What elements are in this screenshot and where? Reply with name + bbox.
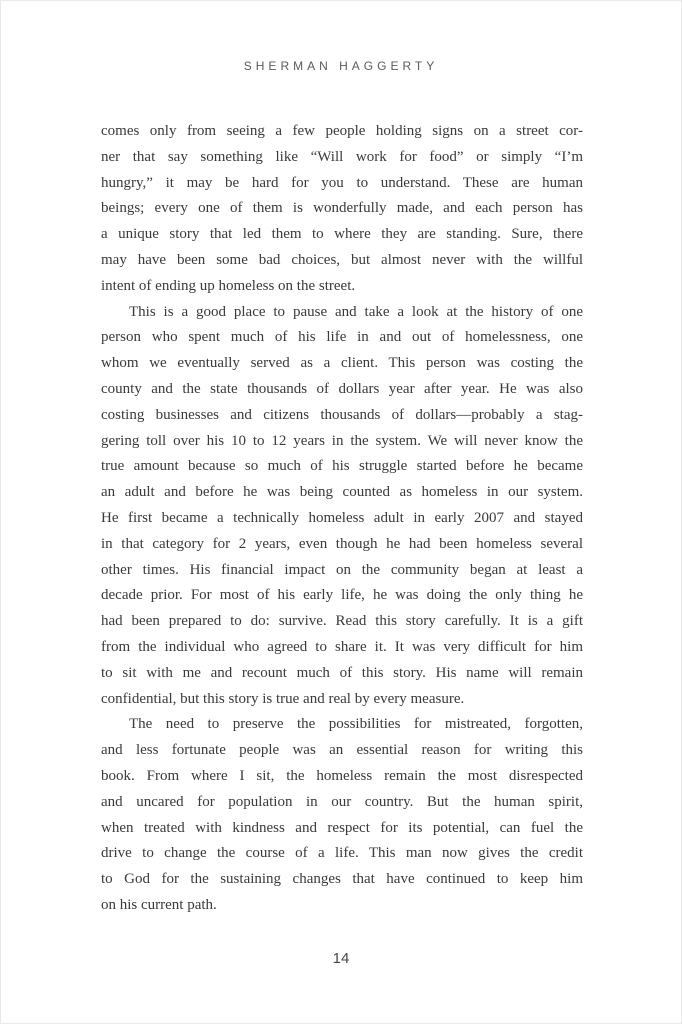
- page-body: [101, 119, 583, 919]
- text-line: beings; every one of them is wonderfully made, and each person has: [101, 200, 583, 217]
- text-line: true amount because so much of his struggle started before he became: [101, 458, 583, 475]
- text-line: from the individual who agreed to share it. It was very difficult for him: [101, 638, 583, 655]
- text-line: to sit with me and recount much of this story. His name will remain: [101, 664, 583, 681]
- running-header: SHERMAN HAGGERTY: [243, 59, 439, 73]
- text-line: person who spent much of his life in and out of homelessness, one: [101, 329, 583, 346]
- text-line: to God for the sustaining changes that have continued to keep him: [101, 871, 583, 888]
- text-line: costing businesses and citizens thousands of dollars—probably a stag-: [101, 406, 583, 423]
- text-line: in that category for 2 years, even though he had been homeless several: [101, 535, 583, 552]
- text-line: He first became a technically homeless adult in early 2007 and stayed: [101, 509, 583, 526]
- text-line: confidential, but this story is true and real by every measure.: [101, 690, 465, 707]
- text-line: The need to preserve the possibilities for mistreated, forgotten,: [129, 716, 583, 733]
- text-line: and uncared for population in our country. But the human spirit,: [101, 793, 583, 810]
- text-line: This is a good place to pause and take a look at the history of one: [129, 303, 583, 320]
- text-line: had been prepared to do: survive. Read this story carefully. It is a gift: [101, 613, 583, 630]
- text-line: drive to change the course of a life. This man now gives the credit: [101, 845, 583, 862]
- text-line: comes only from seeing a few people holding signs on a street cor-: [101, 123, 583, 139]
- text-line: gering toll over his 10 to 12 years in the system. We will never know the: [101, 432, 583, 449]
- text-line: decade prior. For most of his early life, he was doing the only thing he: [101, 587, 583, 604]
- text-line: whom we eventually served as a client. This person was costing the: [101, 355, 583, 372]
- text-line: an adult and before he was being counted as homeless in our system.: [101, 484, 583, 501]
- paragraph: [101, 300, 583, 713]
- text-line: a unique story that led them to where they are standing. Sure, there: [101, 226, 583, 243]
- text-line: book. From where I sit, the homeless remain the most disrespected: [101, 767, 583, 784]
- text-line: when treated with kindness and respect for its potential, can fuel the: [101, 819, 583, 836]
- text-line: and less fortunate people was an essential reason for writing this: [101, 742, 583, 759]
- text-line: other times. His financial impact on the community began at least a: [101, 561, 583, 578]
- text-line: on his current path.: [101, 896, 217, 913]
- text-line: hungry,” it may be hard for you to understand. These are human: [101, 174, 583, 191]
- paragraph: [101, 712, 583, 918]
- page-number: 14: [332, 950, 350, 967]
- text-line: ner that say something like “Will work for food” or simply “I’m: [101, 148, 583, 165]
- text-line: intent of ending up homeless on the street.: [101, 277, 356, 294]
- text-line: county and the state thousands of dollars year after year. He was also: [101, 380, 583, 397]
- paragraph: [101, 119, 583, 300]
- text-line: may have been some bad choices, but almost never with the willful: [101, 251, 583, 268]
